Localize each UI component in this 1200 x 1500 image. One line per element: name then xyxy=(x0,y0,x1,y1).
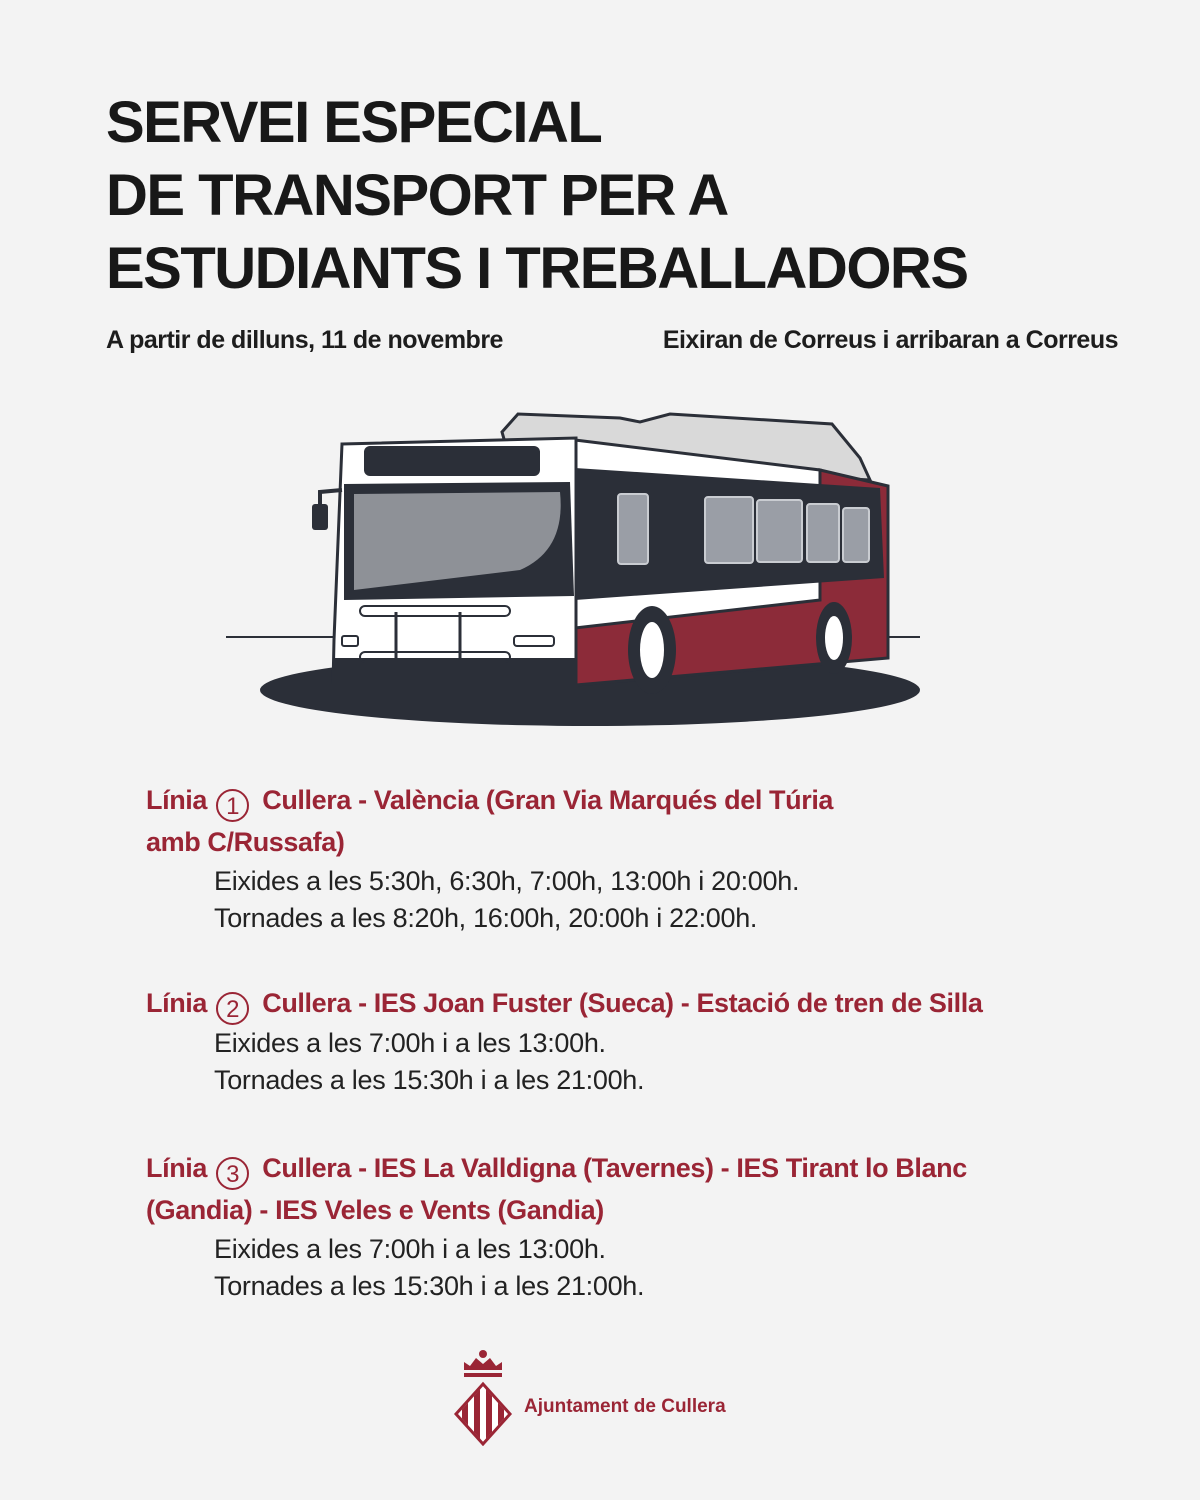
line-1-returns: Tornades a les 8:20h, 16:00h, 20:00h i 22:00h. xyxy=(214,903,758,933)
title-line-3: ESTUDIANTS I TREBALLADORS xyxy=(106,236,968,301)
line-3-departures: Eixides a les 7:00h i a les 13:00h. xyxy=(214,1234,606,1264)
line-1-times xyxy=(146,863,1106,937)
line-2-times xyxy=(146,1025,1106,1099)
bus-icon xyxy=(220,400,920,740)
line-prefix: Línia xyxy=(146,1153,208,1183)
ajuntament-logo xyxy=(452,1346,772,1446)
line-3-name-cont: (Gandia) - IES Veles e Vents (Gandia) xyxy=(146,1195,604,1225)
ajuntament-name: Ajuntament de Cullera xyxy=(524,1396,726,1417)
line-3-times xyxy=(146,1231,1106,1305)
line-number-badge: 3 xyxy=(216,1157,249,1190)
line-number-badge: 2 xyxy=(216,992,249,1025)
line-2-returns: Tornades a les 15:30h i a les 21:00h. xyxy=(214,1065,645,1095)
page-title xyxy=(106,86,968,305)
line-prefix: Línia xyxy=(146,785,208,815)
line-number-badge: 1 xyxy=(216,789,249,822)
line-1-name: Cullera - València (Gran Via Marqués del Túria xyxy=(262,785,834,815)
line-3-name: Cullera - IES La Valldigna (Tavernes) - IES Tirant lo Blanc xyxy=(262,1153,967,1183)
line-3-header xyxy=(146,1148,1106,1231)
line-3-returns: Tornades a les 15:30h i a les 21:00h. xyxy=(214,1271,645,1301)
bus-illustration xyxy=(220,400,920,740)
route-note: Eixiran de Correus i arribaran a Correus xyxy=(662,326,1118,354)
title-line-2: DE TRANSPORT PER A xyxy=(106,163,728,228)
line-2-departures: Eixides a les 7:00h i a les 13:00h. xyxy=(214,1028,606,1058)
line-1-header xyxy=(146,780,1106,863)
line-1-name-cont: amb C/Russafa) xyxy=(146,827,345,857)
line-2-block xyxy=(146,983,1106,1099)
line-1-departures: Eixides a les 5:30h, 6:30h, 7:00h, 13:00h i 20:00h. xyxy=(214,866,800,896)
line-1-block xyxy=(146,780,1106,937)
start-date: A partir de dilluns, 11 de novembre xyxy=(106,326,503,354)
line-3-block xyxy=(146,1148,1106,1305)
line-2-name: Cullera - IES Joan Fuster (Sueca) - Estació de tren de Silla xyxy=(262,988,983,1018)
title-line-1: SERVEI ESPECIAL xyxy=(106,90,602,155)
cullera-crest-icon xyxy=(452,1346,514,1446)
line-2-header xyxy=(146,983,1106,1025)
line-prefix: Línia xyxy=(146,988,208,1018)
